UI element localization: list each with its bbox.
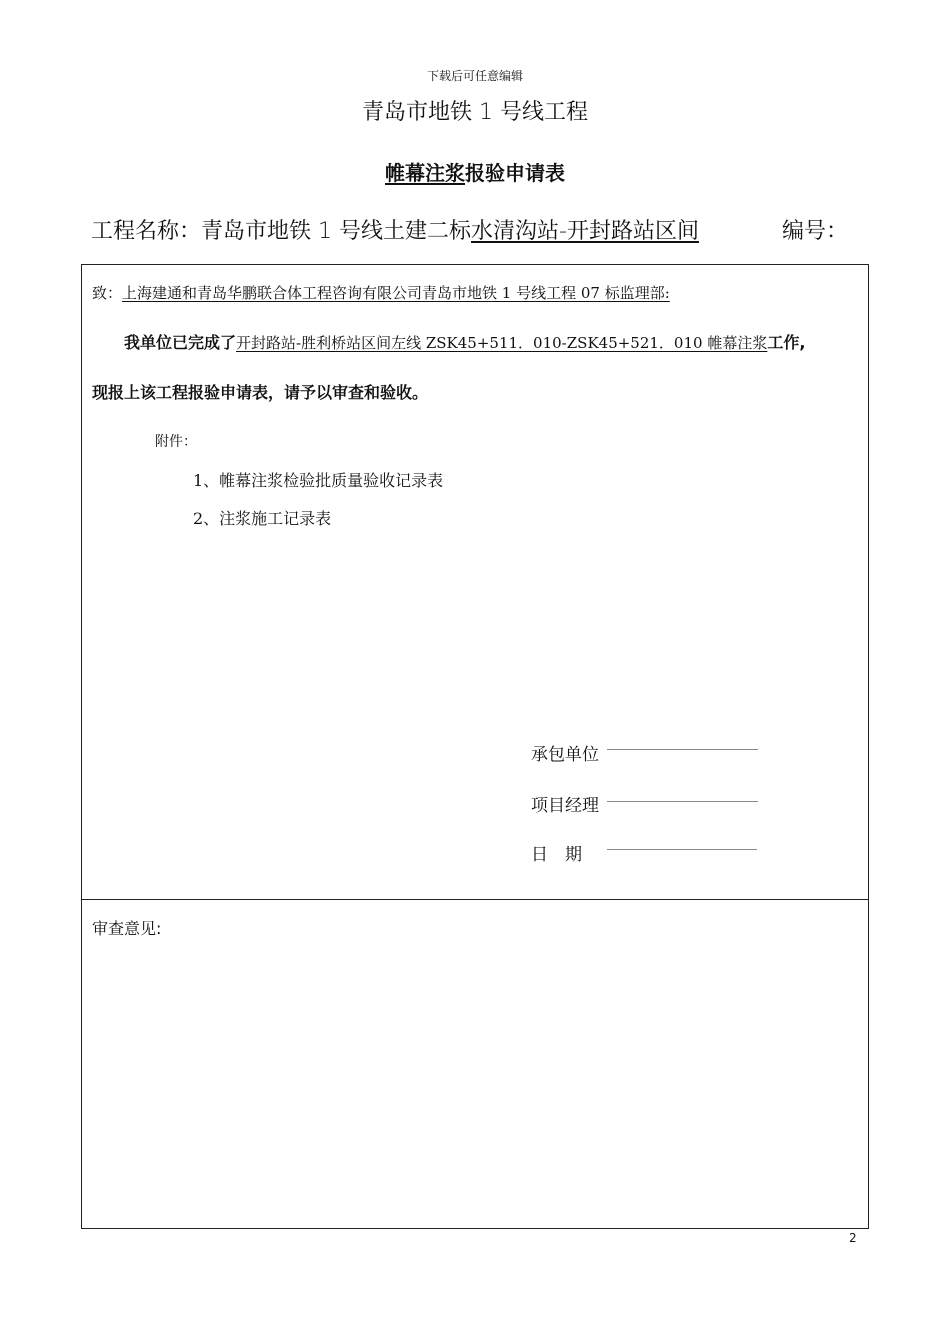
manager-label: 项目经理 <box>531 796 599 816</box>
date-line <box>607 849 757 850</box>
project-title: 青岛市地铁 1 号线工程 <box>362 100 588 125</box>
addressee-prefix: 致： <box>92 284 123 302</box>
review-opinion-label: 审查意见: <box>92 919 162 938</box>
contractor-label: 承包单位 <box>531 745 599 765</box>
project-section: 水清沟站-开封路站区间 <box>471 219 699 244</box>
form-title <box>0 157 950 186</box>
form-title-rest: 报验申请表 <box>465 161 565 185</box>
form-table <box>81 264 869 1229</box>
body-paragraph-line2: 现报上该工程报验申请表，请予以审查和验收。 <box>92 383 429 402</box>
body-paragraph-line1 <box>124 330 805 353</box>
attachment-item: 1、帷幕注浆检验批质量验收记录表 <box>193 471 444 490</box>
contractor-signature-line <box>607 749 758 750</box>
header-note: 下载后可任意编辑 <box>426 69 523 83</box>
body-prefix: 我单位已完成了 <box>124 333 237 352</box>
attachments-label: 附件： <box>155 434 197 450</box>
table-divider <box>81 899 868 900</box>
date-label: 日 期 <box>531 845 582 865</box>
body-work-item: 开封路站-胜利桥站区间左线 ZSK45+511．010-ZSK45+521．010 帷幕注浆 <box>236 334 768 352</box>
addressee-line <box>92 282 670 303</box>
page-number: 2 <box>849 1231 857 1245</box>
form-title-underlined: 帷幕注浆 <box>385 161 465 185</box>
project-name-label: 工程名称：青岛市地铁 1 号线土建二标 <box>91 219 471 244</box>
addressee-name: 上海建通和青岛华鹏联合体工程咨询有限公司青岛市地铁 1 号线工程 07 标监理部: <box>122 284 670 302</box>
body-suffix: 工作, <box>767 333 806 352</box>
manager-signature-line <box>607 801 758 802</box>
attachment-item: 2、注浆施工记录表 <box>193 509 332 528</box>
serial-number-label: 编号： <box>782 219 849 244</box>
project-name-line <box>91 214 699 245</box>
